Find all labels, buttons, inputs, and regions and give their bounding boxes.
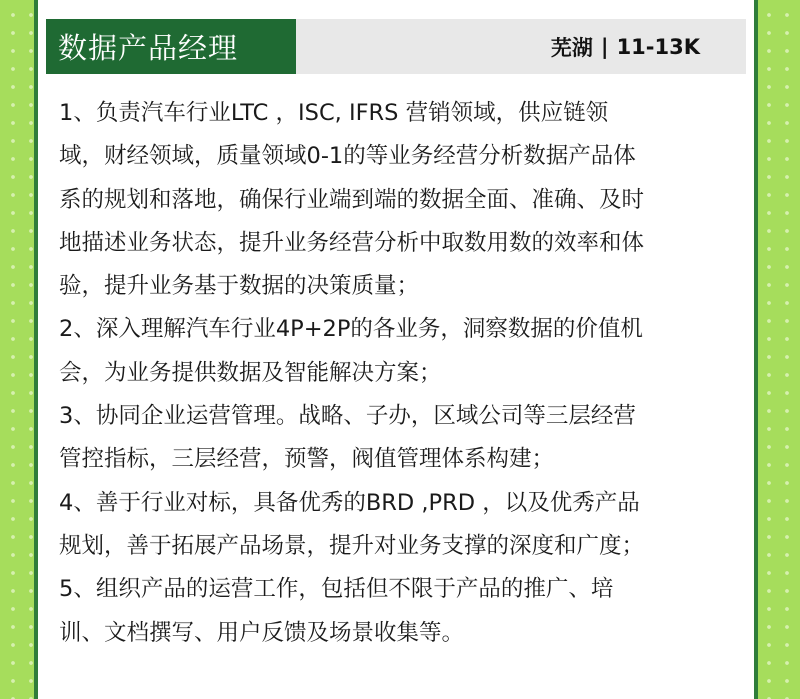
job-description [59,92,749,655]
duty-item-1 [59,92,749,308]
location-salary [551,19,700,74]
duty-line: 训、文档撰写、用户反馈及场景收集等。 [59,619,465,646]
duty-line: 3、协同企业运营管理。战略、子办，区域公司等三层经营 [59,403,636,430]
job-city: 芜湖 [550,35,593,60]
duty-line: 会，为业务提供数据及智能解决方案； [59,359,442,386]
duty-line: 域，财经领域，质量领域0-1的等业务经营分析数据产品体 [59,143,636,170]
job-title: 数据产品经理 [58,31,239,65]
separator: | [600,34,609,59]
duty-line: 规划，善于拓展产品场景，提升对业务支撑的深度和广度； [59,532,645,559]
duty-item-3 [59,395,749,482]
duty-line: 1、负责汽车行业LTC ，ISC, IFRS 营销领域，供应链领 [59,100,609,126]
job-salary: 11-13K [616,34,700,59]
duty-line: 地描述业务状态，提升业务经营分析中取数用数的效率和体 [59,229,645,256]
duty-line: 验，提升业务基于数据的决策质量； [59,273,420,300]
duty-line: 2、深入理解汽车行业4P+2P的各业务，洞察数据的价值机 [59,316,643,343]
duty-line: 系的规划和落地，确保行业端到端的数据全面、准确、及时 [59,186,645,213]
title-block [46,19,296,74]
duty-line: 5、组织产品的运营工作，包括但不限于产品的推广、培 [59,576,614,603]
job-header [46,19,746,74]
duty-item-5 [59,568,749,655]
duty-line: 4、善于行业对标，具备优秀的BRD ,PRD ，以及优秀产品 [59,489,640,516]
duty-item-4 [59,482,749,569]
duty-item-2 [59,308,749,395]
duty-line: 管控指标，三层经营，预警，阀值管理体系构建； [59,446,555,473]
